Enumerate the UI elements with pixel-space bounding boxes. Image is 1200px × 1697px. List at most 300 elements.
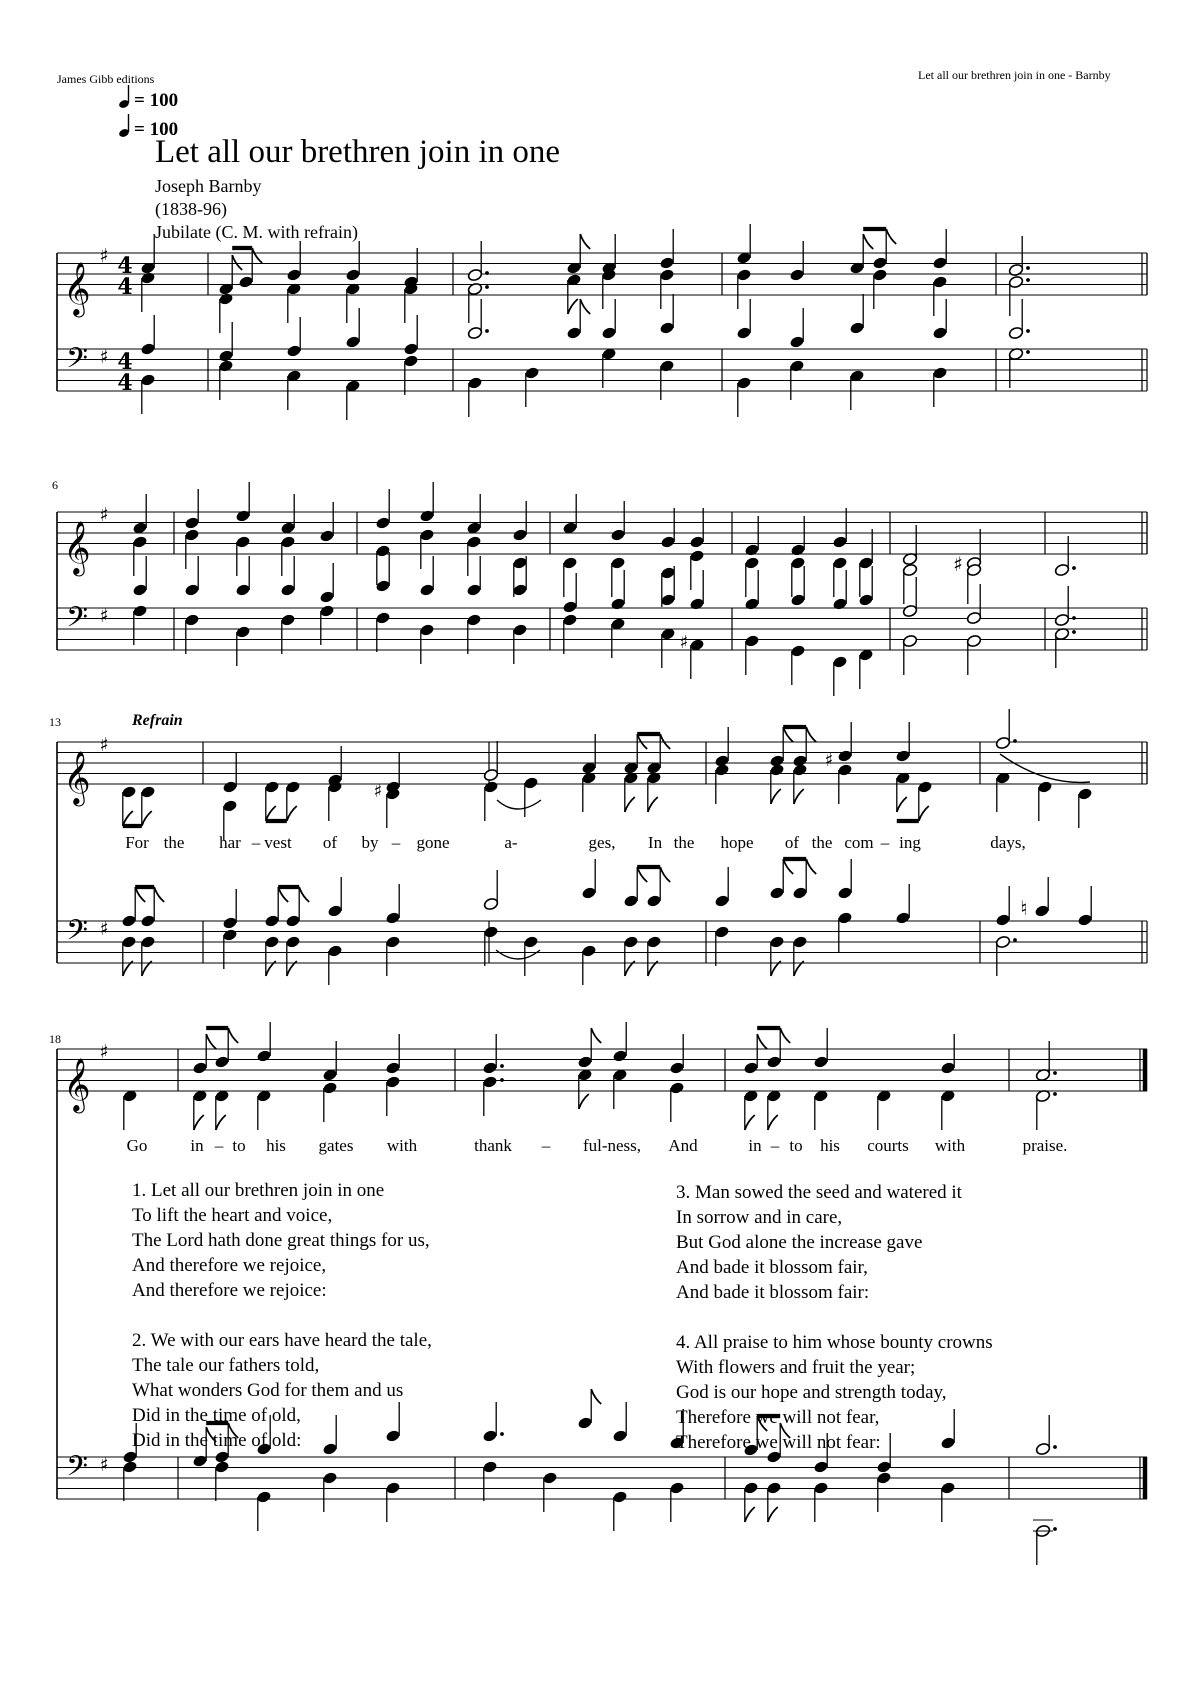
note-head <box>512 623 528 637</box>
lyric-syllable: praise. <box>1022 1136 1068 1155</box>
note-head <box>1035 1442 1051 1456</box>
note-head <box>562 613 578 627</box>
note-head <box>222 780 238 794</box>
composer: Joseph Barnby <box>155 176 262 196</box>
note-head <box>932 275 948 289</box>
lyric-syllable: to <box>232 1136 246 1155</box>
note-head <box>789 335 805 349</box>
note-head <box>483 780 499 794</box>
note-head <box>280 535 296 549</box>
lyric-syllable: gone <box>416 833 450 852</box>
note-head <box>327 944 343 958</box>
verse-2-line: The tale our fathers told, <box>132 1355 320 1376</box>
note-head <box>743 1481 759 1495</box>
note-head <box>743 1061 759 1075</box>
note-head <box>832 556 848 570</box>
refrain-label: Refrain <box>132 712 183 729</box>
note-head <box>524 366 540 380</box>
treble-clef: 𝄞 <box>63 261 91 315</box>
running-title: Let all our brethren join in one - Barnby <box>918 68 1111 82</box>
note-flag <box>287 806 297 821</box>
note-head <box>482 1429 498 1443</box>
lyric-syllable: with <box>386 1136 418 1155</box>
note-head <box>1008 275 1024 289</box>
time-signature: 4 <box>117 274 133 300</box>
note-flag <box>794 789 804 804</box>
note-head <box>769 763 785 777</box>
note-flag <box>783 859 793 874</box>
note-head <box>995 935 1011 949</box>
dot <box>1072 616 1076 620</box>
note-head <box>319 590 335 604</box>
verse-1-line: And therefore we rejoice: <box>132 1280 327 1301</box>
note-head <box>902 634 918 648</box>
note-head <box>132 604 148 618</box>
note-head <box>610 597 626 611</box>
note-head <box>327 904 343 918</box>
note-head <box>736 268 752 282</box>
lyric-syllable: ges, <box>588 833 616 852</box>
note-head <box>837 886 853 900</box>
note-head <box>902 563 918 577</box>
note-head <box>403 342 419 356</box>
note-flag <box>591 1389 601 1404</box>
note-head <box>286 344 302 358</box>
lyric-syllable: to <box>789 1136 803 1155</box>
note-head <box>132 535 148 549</box>
note-head <box>214 1460 230 1474</box>
verse-3-line: 3. Man sowed the seed and watered it <box>676 1182 962 1203</box>
note-flag <box>591 1028 601 1043</box>
note-head <box>669 1061 685 1075</box>
note-head <box>790 543 806 557</box>
note-flag <box>806 859 816 874</box>
note-head <box>140 935 156 949</box>
lyric-syllable: – <box>391 833 401 852</box>
note-head <box>669 1081 685 1095</box>
note-head <box>375 579 391 593</box>
note-head <box>419 509 435 523</box>
lyric-syllable: the <box>673 833 695 852</box>
note-head <box>995 736 1011 750</box>
note-flag <box>123 811 133 826</box>
note-head <box>140 785 156 799</box>
note-head <box>660 566 676 580</box>
key-signature: ♯ <box>99 346 109 368</box>
note-flag <box>579 1094 589 1109</box>
note-head <box>623 935 639 949</box>
note-head <box>385 935 401 949</box>
note-head <box>876 1460 892 1474</box>
note-head <box>562 600 578 614</box>
note-head <box>610 556 626 570</box>
note-head <box>319 529 335 543</box>
note-head <box>790 556 806 570</box>
note-head <box>542 1471 558 1485</box>
note-head <box>1054 613 1070 627</box>
lyric-syllable: – <box>880 833 890 852</box>
note-head <box>483 897 499 911</box>
note-head <box>601 326 617 340</box>
lyric-syllable: – <box>770 1136 780 1155</box>
tune-name: Jubilate (C. M. with refrain) <box>155 222 358 242</box>
dot <box>1026 278 1030 282</box>
dot <box>500 1432 504 1436</box>
note-head <box>769 886 785 900</box>
dot <box>1013 739 1017 743</box>
note-head <box>235 535 251 549</box>
note-head <box>612 1490 628 1504</box>
lyric-syllable: his <box>266 1136 286 1155</box>
note-head <box>214 1055 230 1069</box>
note-head <box>482 1460 498 1474</box>
dot <box>1072 630 1076 634</box>
note-head <box>832 655 848 669</box>
dot <box>1053 1527 1057 1531</box>
note-head <box>375 611 391 625</box>
note-head <box>467 376 483 390</box>
note-head <box>1008 326 1024 340</box>
verse-4-line: With flowers and fruit the year; <box>676 1357 916 1378</box>
dot <box>1026 329 1030 333</box>
note-head <box>669 1481 685 1495</box>
note-head <box>813 1055 829 1069</box>
verse-2-line: 2. We with our ears have heard the tale, <box>132 1330 432 1351</box>
note-head <box>235 583 251 597</box>
note-flag <box>783 727 793 742</box>
note-flag <box>580 234 590 249</box>
accidental-sharp: ♯ <box>824 750 834 771</box>
treble-clef: 𝄞 <box>63 520 91 574</box>
dot <box>1053 1071 1057 1075</box>
note-head <box>466 583 482 597</box>
note-head <box>917 780 933 794</box>
lyric-syllable: har <box>219 833 241 852</box>
note-head <box>403 354 419 368</box>
note-head <box>264 780 280 794</box>
note-head <box>483 925 499 939</box>
lyric-syllable: vest <box>264 833 292 852</box>
note-head <box>610 528 626 542</box>
note-head <box>222 928 238 942</box>
note-flag <box>135 887 145 902</box>
note-head <box>790 644 806 658</box>
note-head <box>235 625 251 639</box>
note-head <box>932 256 948 270</box>
lyric-syllable: days, <box>990 833 1026 852</box>
dot <box>1026 266 1030 270</box>
slur <box>1000 754 1090 782</box>
lyric-syllable: And <box>668 1136 698 1155</box>
verse-2-line: Did in the time of old: <box>132 1430 302 1451</box>
dot <box>1072 566 1076 570</box>
note-flag <box>228 1028 238 1043</box>
note-head <box>1008 263 1024 277</box>
note-head <box>482 1061 498 1075</box>
note-head <box>736 326 752 340</box>
note-head <box>375 544 391 558</box>
note-head <box>577 1416 593 1430</box>
note-flag <box>625 797 635 812</box>
note-flag <box>299 887 309 902</box>
dot <box>1026 350 1030 354</box>
note-head <box>512 556 528 570</box>
accidental-sharp: ♯ <box>373 781 383 802</box>
note-flag <box>745 1507 755 1522</box>
note-head <box>940 1061 956 1075</box>
note-head <box>385 1481 401 1495</box>
note-head <box>872 256 888 270</box>
note-head <box>581 886 597 900</box>
note-head <box>121 785 137 799</box>
verse-1-line: The Lord hath done great things for us, <box>132 1230 430 1251</box>
note-head <box>235 509 251 523</box>
note-head <box>837 749 853 763</box>
note-head <box>813 1460 829 1474</box>
lyric-syllable: a- <box>504 833 518 852</box>
note-head <box>467 326 483 340</box>
dot <box>500 1078 504 1082</box>
note-head <box>466 535 482 549</box>
key-signature: ♯ <box>99 734 109 756</box>
key-signature: ♯ <box>99 504 109 526</box>
lyric-syllable: com <box>844 833 874 852</box>
note-head <box>966 634 982 648</box>
note-head <box>280 613 296 627</box>
note-head <box>184 516 200 530</box>
note-head <box>285 780 301 794</box>
note-head <box>1077 913 1093 927</box>
verse-4-line: Therefore we will not fear, <box>676 1407 880 1428</box>
accidental-natural: ♮ <box>1020 896 1028 920</box>
note-head <box>659 268 675 282</box>
dot <box>485 329 489 333</box>
note-flag <box>886 229 896 244</box>
note-head <box>218 359 234 373</box>
note-head <box>660 593 676 607</box>
tempo-value: = 100 <box>134 90 179 111</box>
tempo-value: = 100 <box>134 119 179 140</box>
key-signature: ♯ <box>99 918 109 940</box>
note-flag <box>580 299 590 314</box>
lyric-syllable: of <box>784 833 800 852</box>
note-head <box>790 593 806 607</box>
lyric-syllable: – <box>541 1136 551 1155</box>
note-head <box>562 556 578 570</box>
note-head <box>467 268 483 282</box>
note-head <box>140 914 156 928</box>
lyric-syllable: the <box>163 833 185 852</box>
note-head <box>419 583 435 597</box>
note-head <box>1077 787 1093 801</box>
note-flag <box>278 887 288 902</box>
lyric-syllable: gates <box>318 1136 354 1155</box>
note-flag <box>863 234 873 249</box>
note-head <box>832 597 848 611</box>
note-flag <box>194 1115 204 1130</box>
bass-clef: 𝄢 <box>66 914 88 954</box>
note-head <box>689 597 705 611</box>
dot <box>1013 938 1017 942</box>
note-flag <box>806 727 816 742</box>
note-head <box>192 1061 208 1075</box>
lyric-syllable: – <box>214 1136 224 1155</box>
note-head <box>744 597 760 611</box>
note-flag <box>771 789 781 804</box>
note-head <box>858 556 874 570</box>
key-signature: ♯ <box>99 245 109 267</box>
note-head <box>646 935 662 949</box>
verse-1-line: To lift the heart and voice, <box>132 1205 333 1226</box>
slur <box>496 950 540 959</box>
note-head <box>766 1481 782 1495</box>
time-signature: 4 <box>117 349 133 375</box>
note-head <box>813 1481 829 1495</box>
note-head <box>345 335 361 349</box>
note-head <box>523 935 539 949</box>
note-head <box>385 1075 401 1089</box>
note-head <box>222 799 238 813</box>
note-head <box>932 326 948 340</box>
verse-3-line: And bade it blossom fair: <box>676 1282 870 1303</box>
note-head <box>385 911 401 925</box>
note-head <box>659 256 675 270</box>
publisher-credit: James Gibb editions <box>57 72 155 86</box>
note-head <box>769 935 785 949</box>
verse-1-line: And therefore we rejoice, <box>132 1255 327 1276</box>
note-head <box>483 768 499 782</box>
note-head <box>646 894 662 908</box>
dot <box>485 271 489 275</box>
note-head <box>792 763 808 777</box>
note-head <box>345 268 361 282</box>
verse-3-line: And bade it blossom fair, <box>676 1257 868 1278</box>
note-head <box>132 583 148 597</box>
note-head <box>184 528 200 542</box>
note-head <box>140 342 156 356</box>
note-head <box>940 1481 956 1495</box>
verse-4-line: 4. All praise to him whose bounty crowns <box>676 1332 993 1353</box>
lyric-syllable: Go <box>126 1136 148 1155</box>
note-flag <box>768 1507 778 1522</box>
note-flag <box>142 811 152 826</box>
verses-right-column <box>676 1180 993 1455</box>
note-flag <box>757 1034 767 1049</box>
lyric-syllable: ing <box>899 833 921 852</box>
note-head <box>902 604 918 618</box>
note-head <box>689 549 705 563</box>
note-flag <box>216 1115 226 1130</box>
lyric-syllable: the <box>811 833 833 852</box>
note-head <box>966 611 982 625</box>
note-flag <box>154 887 164 902</box>
bass-clef: 𝄢 <box>66 342 88 382</box>
note-flag <box>232 255 242 270</box>
lyric-syllable: by <box>361 833 379 852</box>
lyric-syllable: For <box>125 833 149 852</box>
note-head <box>872 268 888 282</box>
note-head <box>689 535 705 549</box>
note-head <box>744 556 760 570</box>
note-head <box>789 359 805 373</box>
bass-clef: 𝄢 <box>66 1450 88 1490</box>
note-head <box>375 516 391 530</box>
note-head <box>895 749 911 763</box>
note-flag <box>897 797 907 812</box>
note-head <box>566 326 582 340</box>
note-head <box>264 935 280 949</box>
note-flag <box>568 299 578 314</box>
dot <box>485 285 489 289</box>
note-head <box>659 321 675 335</box>
note-head <box>523 776 539 790</box>
note-head <box>660 535 676 549</box>
verse-2-line: What wonders God for them and us <box>132 1380 404 1401</box>
note-head <box>581 944 597 958</box>
note-head <box>832 535 848 549</box>
bass-clef: 𝄢 <box>66 601 88 641</box>
note-head <box>184 583 200 597</box>
lyric-syllable: his <box>820 1136 840 1155</box>
verse-1-line: 1. Let all our brethren join in one <box>132 1180 385 1201</box>
note-head <box>280 583 296 597</box>
note-head <box>792 886 808 900</box>
lyric-syllable: thank <box>474 1136 512 1155</box>
lyric-syllable: courts <box>867 1136 909 1155</box>
note-head <box>766 1055 782 1069</box>
note-flag <box>206 1034 216 1049</box>
verse-2-line: Did in the time of old, <box>132 1405 301 1426</box>
note-head <box>789 268 805 282</box>
note-head <box>286 268 302 282</box>
note-head <box>744 634 760 648</box>
note-head <box>792 935 808 949</box>
note-head <box>512 583 528 597</box>
note-head <box>218 349 234 363</box>
note-head <box>837 763 853 777</box>
accidental-sharp: ♯ <box>679 632 689 653</box>
note-head <box>285 935 301 949</box>
note-head <box>612 1429 628 1443</box>
lyric-syllable: in <box>190 1136 204 1155</box>
treble-clef: 𝄞 <box>63 1057 91 1111</box>
note-head <box>512 528 528 542</box>
measure-number: 18 <box>49 1032 61 1046</box>
page-title: Let all our brethren join in one <box>155 134 561 170</box>
key-signature: ♯ <box>99 1454 109 1476</box>
note-flag <box>660 867 670 882</box>
lyric-syllable: in <box>748 1136 762 1155</box>
note-head <box>932 366 948 380</box>
note-head <box>122 1460 138 1474</box>
note-flag <box>780 1028 790 1043</box>
note-head <box>419 623 435 637</box>
lyric-syllable: with <box>934 1136 966 1155</box>
note-head <box>837 911 853 925</box>
note-head <box>1034 904 1050 918</box>
note-head <box>184 613 200 627</box>
note-flag <box>648 797 658 812</box>
note-head <box>256 1049 272 1063</box>
note-flag <box>745 1115 755 1130</box>
note-head <box>659 359 675 373</box>
note-flag <box>768 1115 778 1130</box>
verse-3-line: But God alone the increase gave <box>676 1232 923 1253</box>
note-head <box>714 925 730 939</box>
note-flag <box>266 806 276 821</box>
composer-dates: (1838-96) <box>155 199 227 219</box>
note-head <box>256 1490 272 1504</box>
